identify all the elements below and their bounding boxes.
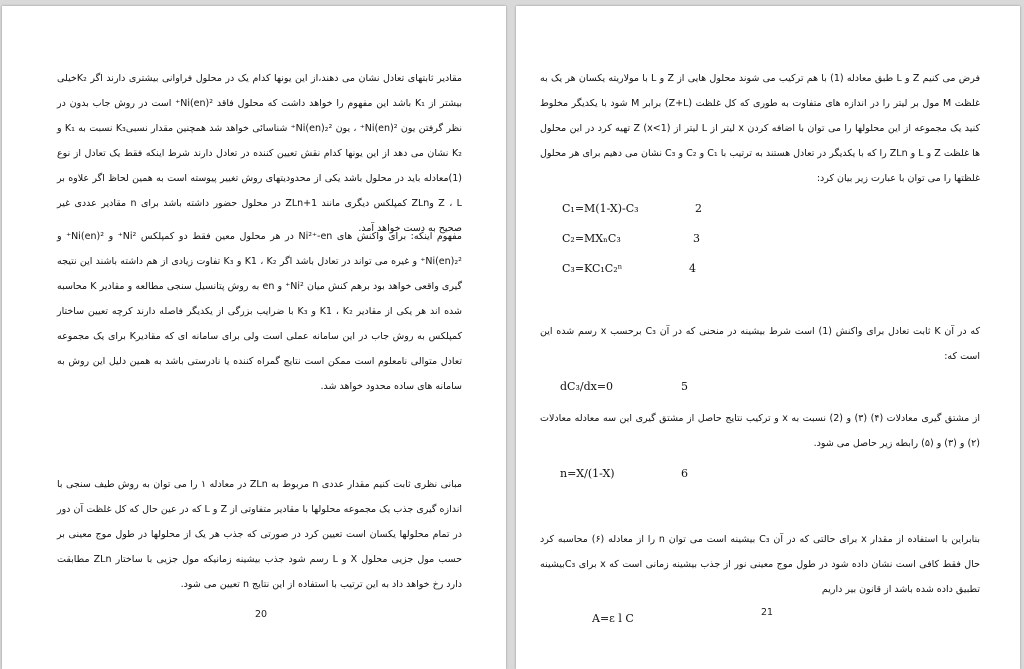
page-number-left: 20 xyxy=(255,609,268,620)
left-paragraph-1: مقادیر ثابتهای تعادل نشان می دهند،از این یونها کدام یک در محلول فراوانی بیشتری دارند اگر K₂خیلی بیشتر از K₁ باشد این مفهوم را خواهد داشت که محلول فاقد Ni(en)²⁺ است در روش جاب بدون در نظر گرفتن یون Ni(en)²⁺ ، یون Ni(en)₂²⁺ شناسائی خواهد شد همچنین مقدار نسبیK₃ نسبت به K₁ و K₂ نشان می دهد از این یونها کدام نقش تعیین کننده در تعادل دارند شرط اینکه فقط یک تعادل از نوع (1)معادله باید در محلول باشد یکی از محدودیتهای روش تغییر پیوسته است به همین لحاظ اگر علاوه بر Z ، L وZLn کمپلکس دیگری مانند ZLn+1 در محلول حضور داشته باشد برای n مقادیر عددی غیر صحیح به دست خواهد آمد. xyxy=(57,73,463,234)
equation-5-number: 5 xyxy=(681,380,688,393)
equation-3: C₂=MXₙC₃ xyxy=(562,232,621,245)
right-intro-paragraph: فرض می کنیم Z و L طبق معادله (1) با هم ترکیب می شوند محلول هایی از Z و L با مولاریته یکسان هر یک به غلظت M مول بر لیتر را در اندازه های متفاوت به طوری که کل غلظت (Z+L) برابر M شود با یکدیگر مخلوط کنید یک مجموعه از این محلولها را می توان با اضافه کردن x لیتر از L لیتر از Z (x<1) تهیه کرد در این محلول ها غلظت Z و L و ZLn را که با یکدیگر در تعادل هستند به ترتیب با C₁ و C₂ و C₃ نشان می دهیم برای هر محلول غلظتها را می توان با عبارت زیر بیان کرد: xyxy=(540,73,981,184)
equation-2: C₁=M(1-X)-C₃ xyxy=(562,202,639,215)
equation-6-number: 6 xyxy=(681,467,688,480)
left-paragraph-3: مبانی نظری ثابت کنیم مقدار عددی n مربوط به ZLn در معادله ۱ را می توان به روش طیف سنجی با اندازه گیری جذب یک مجموعه محلولها با مقادیر متفاوتی از Z و L که در عین حال که کل غلظت آن دور در تمام محلولها یکسان است تعیین کرد در صورتی که جذب هر یک از محلولها در طول موج معینی بر حسب مول جزیی محلول X و L رسم شود جذب بیشینه زمانیکه مول جزیی با ساختار ZLn مطابقت دارد رخ خواهد داد به این ترتیب با استفاده از این نتایج n تعیین می شود. xyxy=(57,479,462,590)
equation-2-number: 2 xyxy=(695,202,702,215)
equation-3-number: 3 xyxy=(693,232,700,245)
right-paragraph-4: بنابراین با استفاده از مقدار x برای حالتی که در آن C₃ بیشینه است می توان n را از معادله (۶) محاسبه کرد حال فقط کافی است نشان داده شود در طول موج معینی نور از جذب بیشینه زمانی است که x برای C₃بیشینه تطبیق داده شده باشد از قانون بیر داریم xyxy=(540,534,980,595)
right-paragraph-2: که در آن K ثابت تعادل برای واکنش (1) است شرط بیشینه در منحنی که در آن C₃ برحسب x رسم شده این است که: xyxy=(540,326,980,362)
page-left xyxy=(2,6,506,669)
equation-4: C₃=KC₁C₂ⁿ xyxy=(562,262,623,275)
equation-beer-law: A=ε l C xyxy=(592,612,634,625)
right-paragraph-3: از مشتق گیری معادلات (۴) (۳) و (2) نسبت به x و ترکیب نتایج حاصل از مشتق گیری این سه معادله معادلات (۲) و (۳) و (۵) رابطه زیر حاصل می شود. xyxy=(540,413,981,449)
page-right xyxy=(516,6,1020,669)
equation-6: n=X/(1-X) xyxy=(560,467,615,480)
equation-5: dC₃/dx=0 xyxy=(560,380,614,393)
page-number-right: 21 xyxy=(761,607,774,618)
left-paragraph-2: مفهوم اینکه: برای واکنش های Ni²⁺-en در هر محلول معین فقط دو کمپلکس Ni²⁺ و Ni(en)²⁺ و Ni(en)₂²⁺ و غیره می تواند در تعادل باشد اگر K1 ، K₂ و K₃ تفاوت زیادی از هم داشته باشند این نتیجه گیری واقعی خواهد بود برهم کنش میان Ni²⁺ و en به روش پتانسیل سنجی مطالعه و مقادیر K محاسبه شده اند هر یکی از مقادیر K1 ، K₂ و K₃ با ضرایب بزرگی از یکدیگر فاصله دارند کرچه تعیین ساختار کمپلکس به روش جاب در این سامانه عملی است ولی برای سامانه ای که مقادیرK برای یک مجموعه تعادل متوالی نامعلوم است ممکن است نتایج گمراه کننده یا نادرستی باشد به همین دلیل این روش به سامانه های ساده محدود خواهد شد. xyxy=(57,231,462,392)
equation-4-number: 4 xyxy=(689,262,696,275)
